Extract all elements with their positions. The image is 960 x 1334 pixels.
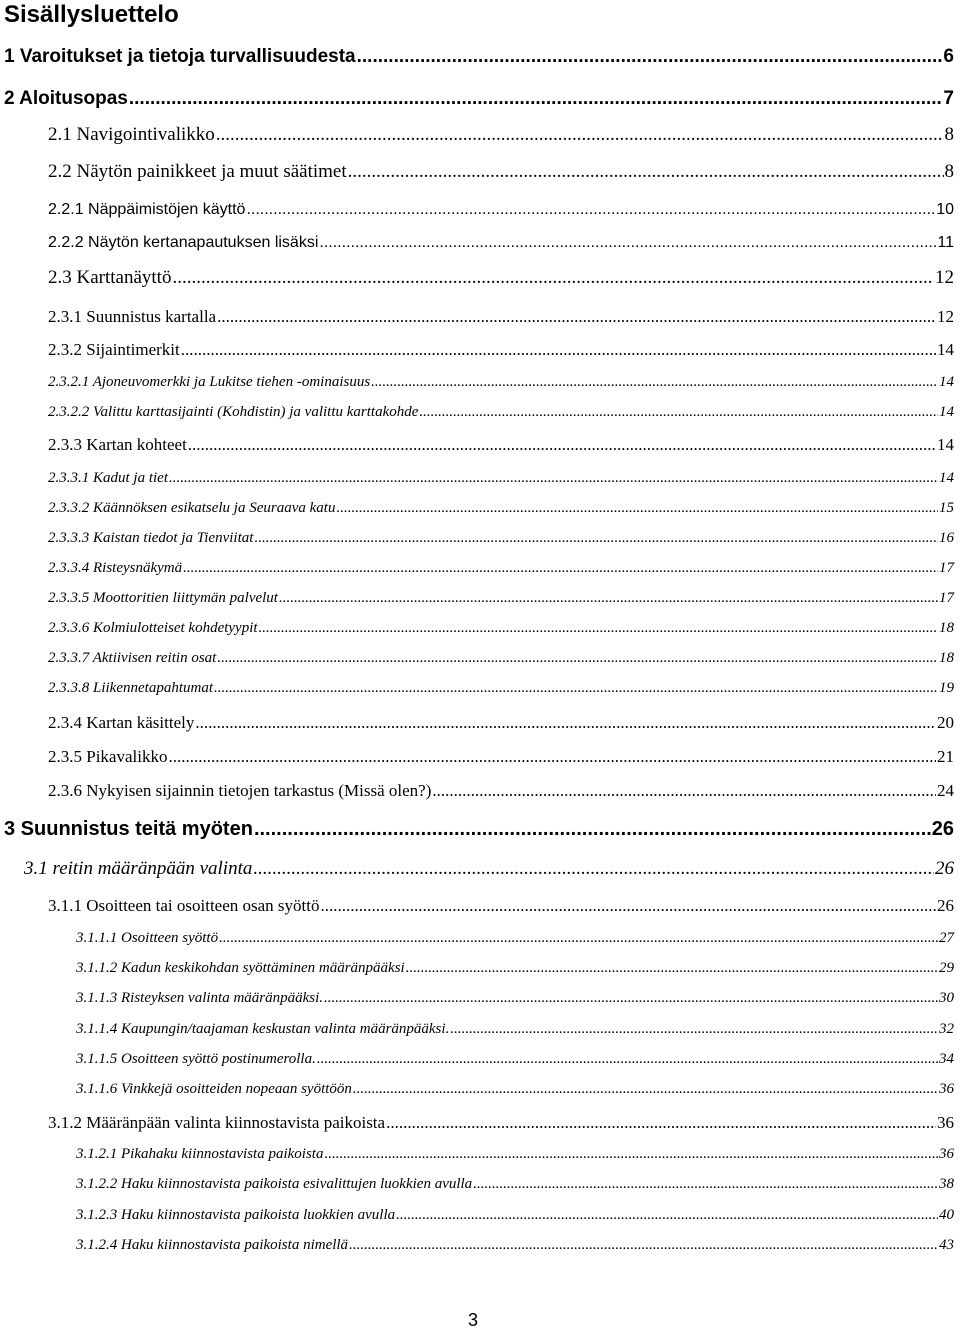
toc-page-number: 14 — [939, 404, 954, 420]
toc-page-number: 19 — [939, 680, 954, 696]
toc-entry-text: 2.2.1 Näppäimistöjen käyttö — [48, 201, 246, 218]
toc-page-number: 36 — [937, 1113, 954, 1132]
toc-page-number: 43 — [939, 1237, 954, 1253]
toc-entry-text: 3.1.1.1 Osoitteen syöttö — [76, 930, 219, 946]
toc-entry[interactable] — [48, 680, 954, 697]
toc-page-number: 27 — [939, 930, 954, 946]
toc-entry[interactable] — [76, 990, 954, 1007]
toc-entry-text: 3.1.1.2 Kadun keskikohdan syöttäminen määränpääksi — [76, 960, 405, 976]
toc-entry[interactable] — [48, 340, 954, 360]
footer-page-number: 3 — [468, 1310, 479, 1330]
toc-leader — [450, 1021, 938, 1038]
toc-page-number: 7 — [943, 88, 954, 109]
toc-entry-text: 3 Suunnistus teitä myöten — [4, 818, 253, 840]
toc-leader — [396, 1207, 938, 1224]
toc-leader — [168, 747, 936, 767]
toc-entry[interactable] — [76, 1207, 954, 1224]
toc-page-number: 17 — [939, 560, 954, 576]
toc-entry[interactable] — [48, 201, 954, 219]
toc-leader — [319, 234, 936, 252]
toc-leader — [172, 267, 934, 289]
toc-entry[interactable] — [76, 930, 954, 947]
toc-leader — [317, 1051, 938, 1068]
toc-entry[interactable] — [4, 88, 954, 110]
toc-leader — [217, 650, 938, 667]
toc-entry[interactable] — [48, 267, 954, 289]
toc-entry-text: 2.3.2.2 Valittu karttasijainti (Kohdistin) ja valittu karttakohde — [48, 404, 419, 420]
toc-leader — [349, 1237, 938, 1254]
toc-entry-text: 2.2 Näytön painikkeet ja muut säätimet — [48, 161, 347, 182]
toc-leader — [279, 590, 938, 607]
toc-entry[interactable] — [48, 650, 954, 667]
toc-page-number: 20 — [937, 713, 954, 732]
toc-page-number: 40 — [939, 1207, 954, 1223]
toc-entry[interactable] — [48, 124, 954, 146]
toc-entry[interactable] — [48, 560, 954, 577]
toc-entry-text: 3.1.1.3 Risteyksen valinta määränpääksi. — [76, 990, 324, 1006]
toc-entry[interactable] — [48, 470, 954, 487]
toc-entry-text: 3.1.2.1 Pikahaku kiinnostavista paikoista — [76, 1146, 324, 1162]
toc-entry[interactable] — [48, 713, 954, 733]
toc-entry[interactable] — [48, 781, 954, 801]
toc-leader — [321, 896, 937, 916]
toc-entry[interactable] — [48, 530, 954, 547]
toc-entry-text: 3.1.2.2 Haku kiinnostavista paikoista esivalittujen luokkien avulla — [76, 1176, 473, 1192]
toc-leader — [336, 500, 938, 517]
toc-page-number: 21 — [937, 747, 954, 766]
toc-page-number: 17 — [939, 590, 954, 606]
toc-entry-text: 3.1.1.6 Vinkkejä osoitteiden nopeaan syöttöön — [76, 1081, 352, 1097]
toc-leader — [246, 201, 935, 219]
toc-page-number: 8 — [944, 124, 954, 145]
toc-leader — [254, 818, 931, 841]
toc-leader — [214, 680, 938, 697]
toc-page-number: 14 — [937, 340, 954, 359]
toc-leader — [406, 960, 938, 977]
toc-entry-text: 2.3.3.2 Käännöksen esikatselu ja Seuraava katu — [48, 500, 336, 516]
toc-leader — [419, 404, 938, 421]
toc-entry-text: 2.3.2 Sijaintimerkit — [48, 340, 180, 359]
toc-page-number: 30 — [939, 990, 954, 1006]
toc-page-number: 26 — [931, 818, 954, 840]
toc-page-number: 8 — [944, 161, 954, 182]
toc-entry-text: 3.1.1 Osoitteen tai osoitteen osan syöttö — [48, 896, 320, 915]
toc-entry-text: 3.1.2 Määränpään valinta kiinnostavista paikoista — [48, 1113, 386, 1132]
toc-entry[interactable] — [48, 234, 954, 252]
toc-entry[interactable] — [4, 46, 954, 68]
toc-entry[interactable] — [48, 1113, 954, 1133]
toc-entry[interactable] — [48, 307, 954, 327]
toc-entry[interactable] — [48, 620, 954, 637]
toc-entry-text: 2.3.5 Pikavalikko — [48, 747, 168, 766]
toc-leader — [216, 124, 944, 146]
toc-leader — [253, 858, 934, 880]
toc-entry-text: 2.3.3 Kartan kohteet — [48, 435, 187, 454]
toc-page-number: 11 — [937, 234, 954, 251]
toc-entry-text: 2.3.3.4 Risteysnäkymä — [48, 560, 183, 576]
toc-page-number: 32 — [939, 1021, 954, 1037]
toc-entry-text: 1 Varoitukset ja tietoja turvallisuudesta — [4, 46, 356, 67]
toc-leader — [353, 1081, 938, 1098]
toc-page-number: 24 — [937, 781, 954, 800]
toc-page-number: 29 — [939, 960, 954, 976]
toc-page-number: 14 — [937, 435, 954, 454]
toc-leader — [324, 990, 938, 1007]
toc-leader — [169, 470, 938, 487]
toc-entry[interactable] — [48, 896, 954, 916]
toc-page-number: 16 — [939, 530, 954, 546]
toc-entry[interactable] — [48, 747, 954, 767]
toc-page-number: 36 — [939, 1081, 954, 1097]
toc-leader — [357, 46, 943, 68]
toc-entry-text: 2.3.1 Suunnistus kartalla — [48, 307, 217, 326]
toc-leader — [254, 530, 938, 547]
toc-entry-text: 2.3.3.6 Kolmiulotteiset kohdetyypit — [48, 620, 258, 636]
toc-page-number: 12 — [937, 307, 954, 326]
toc-entry-text: 3.1.1.4 Kaupungin/taajaman keskustan valinta määränpääksi. — [76, 1021, 450, 1037]
toc-entry-text: 3.1.1.5 Osoitteen syöttö postinumerolla. — [76, 1051, 316, 1067]
toc-page-number: 14 — [939, 374, 954, 390]
toc-entry-text: 2.3.3.8 Liikennetapahtumat — [48, 680, 213, 696]
toc-entry[interactable] — [76, 1081, 954, 1098]
toc-entry[interactable] — [76, 1176, 954, 1193]
toc-entry[interactable] — [76, 960, 954, 977]
toc-leader — [386, 1113, 936, 1133]
toc-leader — [432, 781, 936, 801]
toc-entry-text: 2.2.2 Näytön kertanapautuksen lisäksi — [48, 234, 319, 251]
toc-entry-text: 2.3.3.1 Kadut ja tiet — [48, 470, 168, 486]
toc-entry[interactable] — [4, 818, 954, 841]
toc-entry[interactable] — [48, 590, 954, 607]
toc-page-number: 26 — [935, 858, 954, 879]
toc-entry[interactable] — [76, 1237, 954, 1254]
toc-entry[interactable] — [48, 435, 954, 455]
toc-page-number: 18 — [939, 650, 954, 666]
toc-entry[interactable] — [48, 500, 954, 517]
toc-page-number: 18 — [939, 620, 954, 636]
toc-leader — [219, 930, 938, 947]
toc-leader — [324, 1146, 938, 1163]
toc-entry-text: 2.3.2.1 Ajoneuvomerkki ja Lukitse tiehen -ominaisuus — [48, 374, 371, 390]
toc-page-number: 36 — [939, 1146, 954, 1162]
toc-entry-text: 2.3.6 Nykyisen sijainnin tietojen tarkastus (Missä olen?) — [48, 781, 432, 800]
toc-page-number: 26 — [937, 896, 954, 915]
toc-entry[interactable] — [48, 404, 954, 421]
toc-entry-text: 3.1.2.3 Haku kiinnostavista paikoista luokkien avulla — [76, 1207, 396, 1223]
toc-leader — [217, 307, 936, 327]
toc-entry[interactable] — [76, 1051, 954, 1068]
toc-page-number: 15 — [939, 500, 954, 516]
toc-page-number: 38 — [939, 1176, 954, 1192]
toc-entry-text: 2 Aloitusopas — [4, 88, 128, 109]
toc-leader — [473, 1176, 938, 1193]
toc-leader — [348, 161, 944, 183]
toc-page-number: 12 — [935, 267, 954, 288]
toc-leader — [188, 435, 936, 455]
toc-entry[interactable] — [48, 374, 954, 391]
toc-leader — [129, 88, 943, 110]
toc-entry[interactable] — [48, 161, 954, 183]
toc-entry-text: 2.3.4 Kartan käsittely — [48, 713, 195, 732]
toc-leader — [195, 713, 936, 733]
page-title: Sisällysluettelo — [4, 1, 179, 28]
toc-entry-text: 3.1.2.4 Haku kiinnostavista paikoista nimellä — [76, 1237, 349, 1253]
toc-entry-text: 2.3.3.7 Aktiivisen reitin osat — [48, 650, 217, 666]
toc-leader — [183, 560, 938, 577]
toc-entry[interactable] — [76, 1146, 954, 1163]
toc-page-number: 10 — [936, 201, 954, 218]
toc-entry[interactable] — [76, 1021, 954, 1038]
toc-page-number: 14 — [939, 470, 954, 486]
toc-entry-text: 2.1 Navigointivalikko — [48, 124, 215, 145]
toc-leader — [259, 620, 938, 637]
toc-page-number: 34 — [939, 1051, 954, 1067]
toc-entry-text: 2.3.3.5 Moottoritien liittymän palvelut — [48, 590, 278, 606]
toc-entry-text: 3.1 reitin määränpään valinta — [24, 858, 253, 879]
toc-entry[interactable] — [24, 858, 954, 880]
toc-entry-text: 2.3.3.3 Kaistan tiedot ja Tienviitat — [48, 530, 254, 546]
toc-leader — [181, 340, 936, 360]
toc-leader — [371, 374, 938, 391]
toc-page-number: 6 — [943, 46, 954, 67]
toc-entry-text: 2.3 Karttanäyttö — [48, 267, 172, 288]
